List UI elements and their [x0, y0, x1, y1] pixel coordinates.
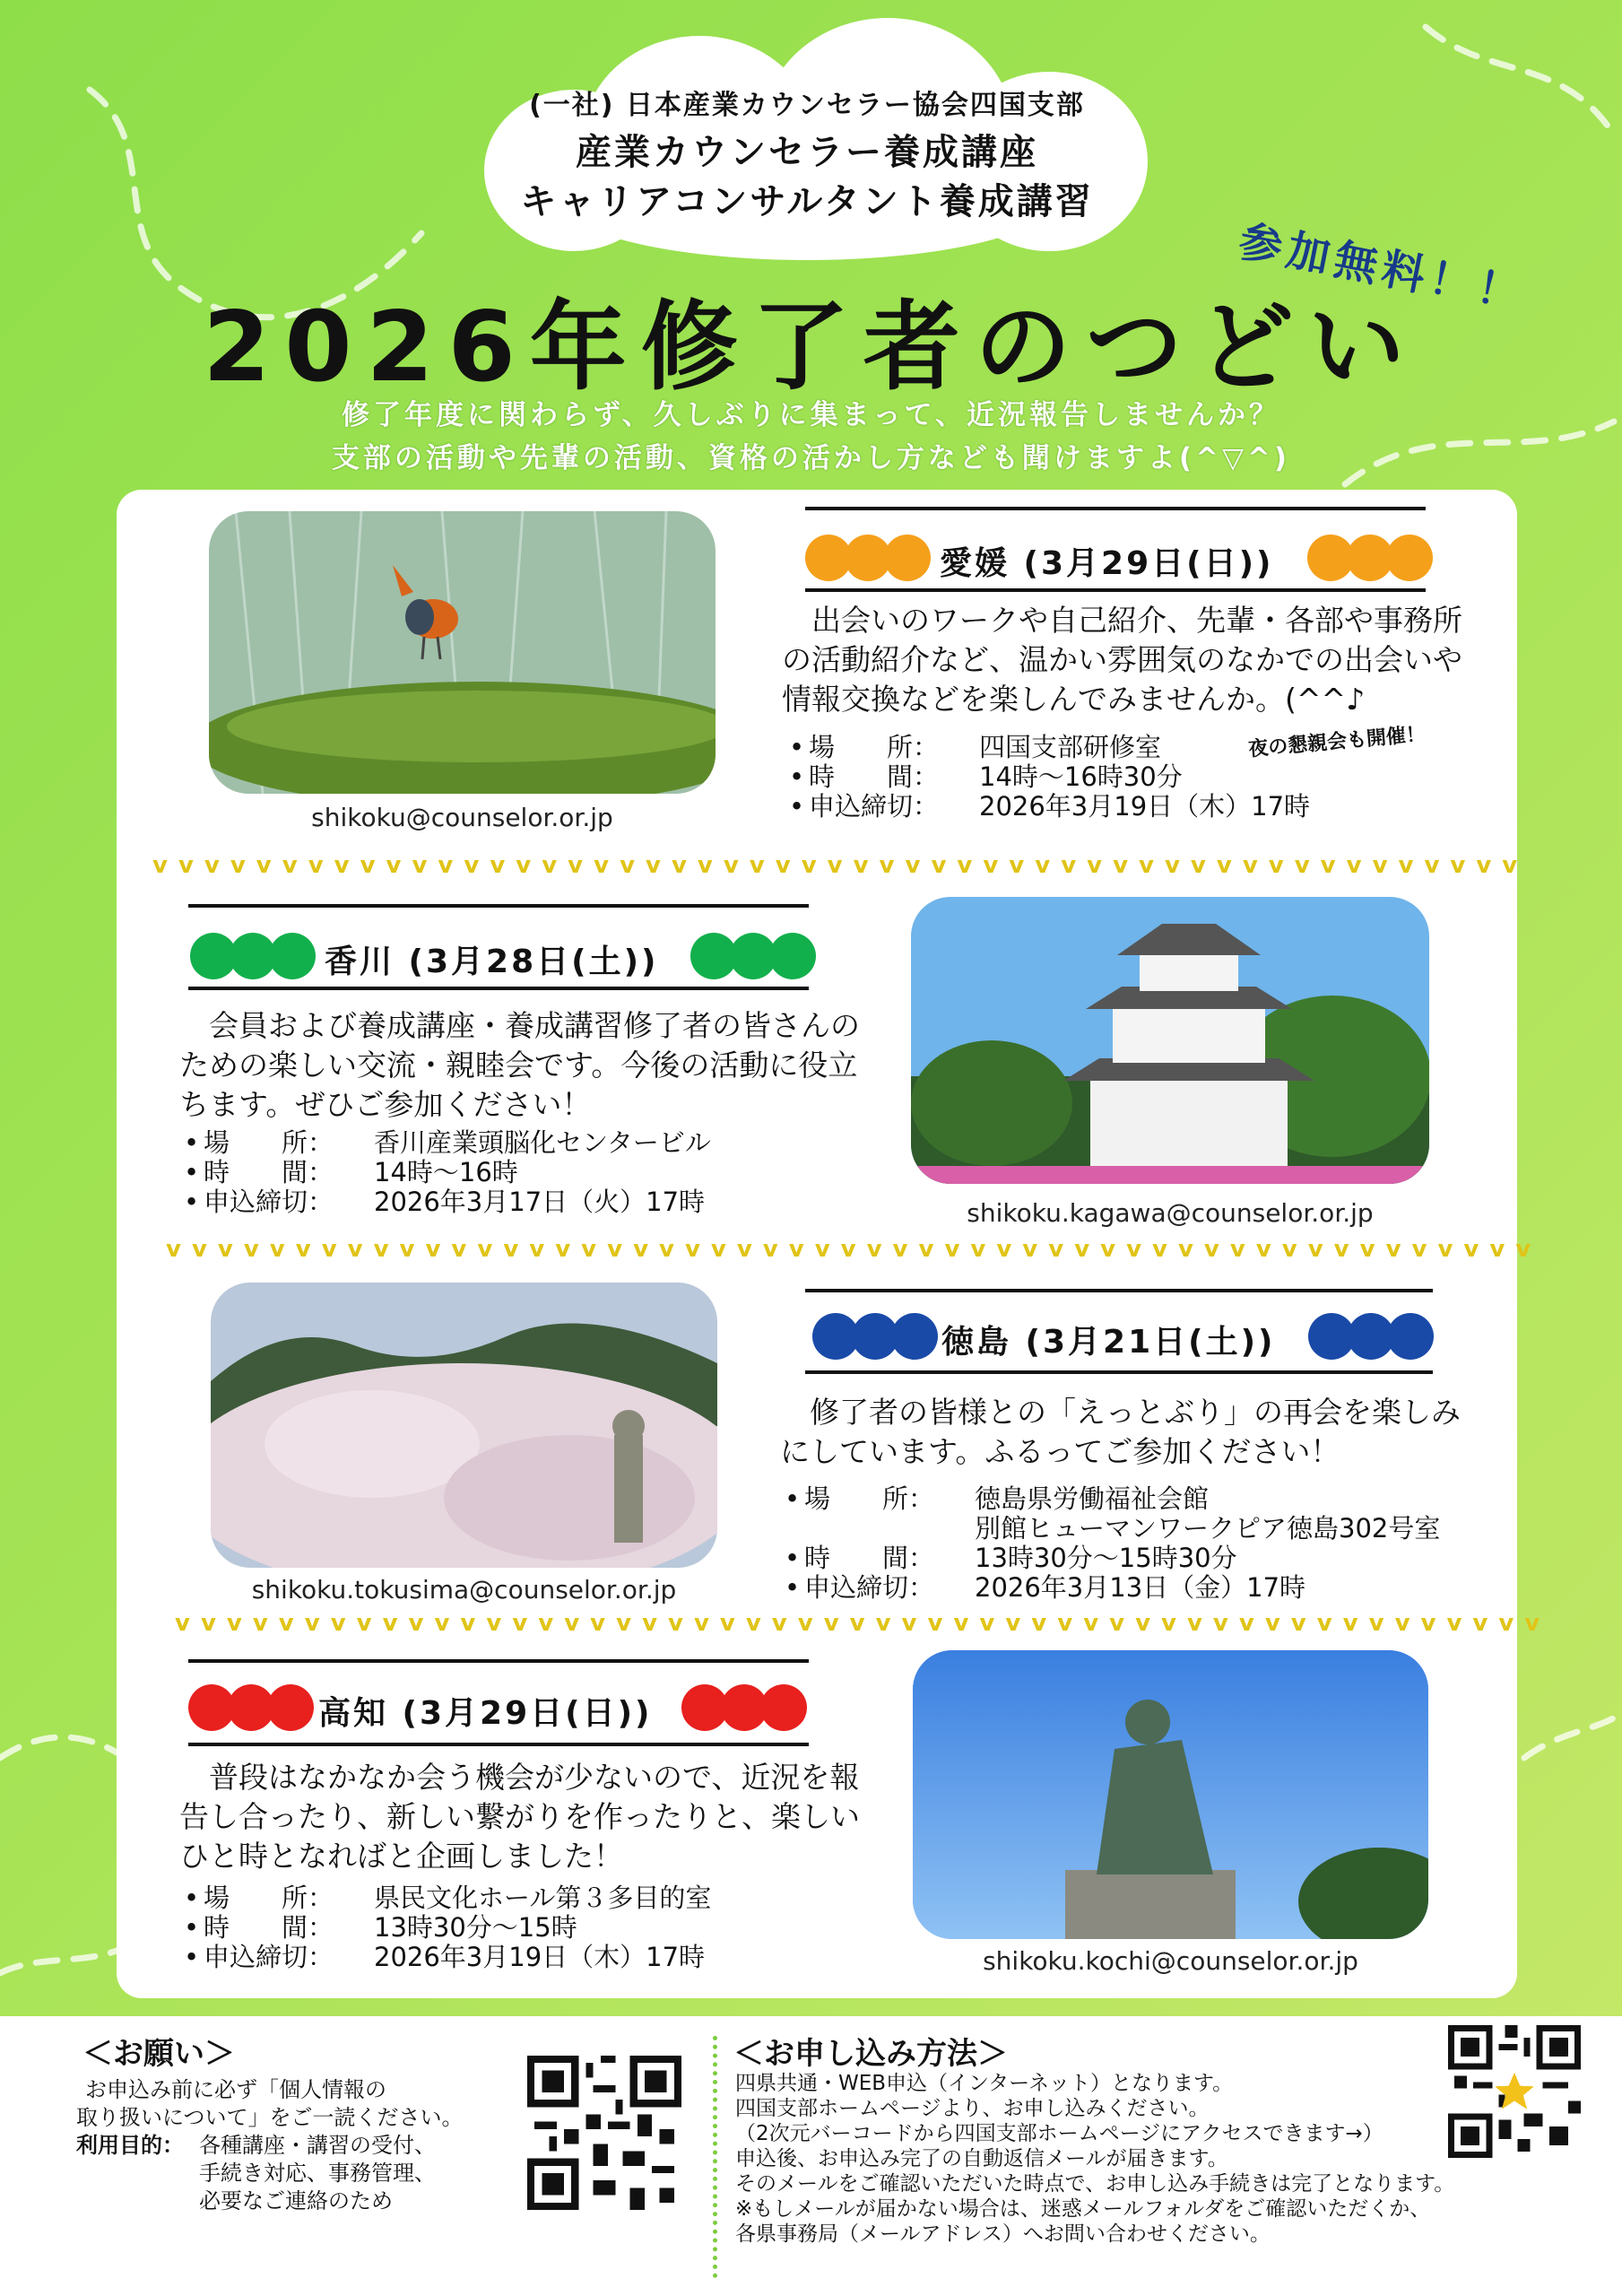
purpose-1: 各種講座・講習の受付、: [199, 2133, 436, 2158]
plum-blossom-icon: [211, 1283, 717, 1568]
divider: [188, 1743, 809, 1746]
deadline-label: 申込締切：: [804, 1572, 935, 1603]
request-line-1: お申込み前に必ず「個人情報の: [85, 2077, 386, 2102]
chevron-divider: vvvvvvvvvvvvvvvvvvvvvvvvvvvvvvvvvvvvvvvvvvvvvvvvvvvvv: [152, 852, 1529, 879]
course-name-2: キャリアコンサルタント養成講習: [520, 181, 1094, 222]
kochi-time: 13時30分～15時: [374, 1912, 577, 1943]
blue-dot: [891, 1313, 938, 1360]
tokushima-place: 徳島県労働福祉会館: [975, 1483, 1210, 1514]
apply-line-4: 申込後、お申込み完了の自動返信メールが届きます。: [735, 2147, 1228, 2170]
page-title: 2026年修了者のつどい: [203, 291, 1419, 404]
divider: [188, 987, 809, 990]
orange-dot: [884, 535, 931, 581]
ehime-title: 愛媛 (3月29日(日)): [940, 545, 1274, 582]
time-label: 時 間：: [204, 1912, 334, 1943]
red-dot: [267, 1684, 314, 1731]
apply-line-5: そのメールをご確認いただいた時点で、お申し込み手続きは完了となります。: [735, 2172, 1455, 2196]
ehime-heading: [805, 535, 1426, 585]
apply-heading: ＜お申し込み方法＞: [733, 2036, 1008, 2072]
party-note: 夜の懇親会も開催！: [1242, 717, 1432, 764]
kochi-deadline: 2026年3月19日（木）17時: [374, 1942, 706, 1972]
tokushima-info: • 場 所： 徳島県労働福祉会館 別館ヒューマンワークピア徳島302号室 • 時 間： 13時30分～15時30分 • 申込締切： 2026年3月13日（金）17時: [785, 1483, 1441, 1603]
apply-line-1: 四県共通・WEB申込（インターネット）となります。: [735, 2072, 1234, 2095]
divider: [805, 588, 1426, 592]
ehime-place: 四国支部研修室: [979, 732, 1162, 762]
time-label: 時 間：: [804, 1543, 935, 1573]
deadline-label: 申込締切：: [809, 791, 940, 822]
tokushima-title: 徳島 (3月21日(土)): [941, 1324, 1276, 1361]
request-heading: ＜お願い＞: [82, 2036, 235, 2072]
green-dot: [769, 933, 816, 979]
time-label: 時 間：: [809, 761, 940, 792]
privacy-qr-code[interactable]: [527, 2056, 681, 2210]
divider: [188, 1659, 809, 1663]
tokushima-deadline: 2026年3月13日（金）17時: [975, 1572, 1306, 1603]
kochi-description: 普段はなかなか会う機会が少ないので、近況を報告し合ったり、新しい繋がりを作ったりと、楽しいひと時となればと企画しました！: [179, 1760, 860, 1874]
green-dot: [269, 933, 316, 979]
tokushima-heading: [812, 1313, 1440, 1363]
red-dot: [760, 1684, 807, 1731]
castle-icon: [911, 897, 1429, 1184]
ehime-time: 14時～16時30分: [979, 761, 1183, 792]
purpose-3: 必要なご連絡のため: [199, 2188, 393, 2213]
org-name: (一社) 日本産業カウンセラー協会四国支部: [529, 90, 1085, 121]
branch-homepage-qr-code[interactable]: [1448, 2025, 1581, 2158]
time-label: 時 間：: [204, 1157, 334, 1187]
free-badge: 参加無料！！: [1235, 215, 1530, 321]
tokushima-photo: [211, 1283, 717, 1568]
ehime-email[interactable]: shikoku@counselor.or.jp: [311, 803, 613, 832]
kochi-photo: [913, 1650, 1428, 1939]
request-line-2: 取り扱いについて」をご一読ください。: [76, 2105, 464, 2130]
place-label: 場 所：: [204, 1127, 334, 1158]
deadline-label: 申込締切：: [204, 1187, 334, 1217]
tokushima-place-2: 別館ヒューマンワークピア徳島302号室: [975, 1513, 1441, 1544]
tokushima-description: 修了者の皆様との「えっとぶり」の再会を楽しみにしています。ふるってご参加ください！: [780, 1395, 1461, 1469]
course-name-1: 産業カウンセラー養成講座: [576, 132, 1038, 173]
apply-line-6: ※もしメールが届かない場合は、迷惑メールフォルダをご確認いただくか、: [735, 2197, 1431, 2221]
place-label: 場 所：: [804, 1483, 935, 1514]
kagawa-email[interactable]: shikoku.kagawa@counselor.or.jp: [967, 1198, 1374, 1228]
kagawa-info: • 場 所： 香川産業頭脳化センタービル • 時 間： 14時～16時 • 申込締切： 2026年3月17日（火）17時: [184, 1127, 711, 1217]
divider: [805, 1289, 1433, 1292]
chevron-divider: vvvvvvvvvvvvvvvvvvvvvvvvvvvvvvvvvvvvvvvvvvvvvvvvvvvvv: [166, 1236, 1542, 1263]
divider: [805, 507, 1426, 510]
orange-dot: [1386, 535, 1433, 581]
kochi-heading: [188, 1684, 816, 1735]
qr-code-icon: [1448, 2025, 1581, 2158]
place-label: 場 所：: [204, 1883, 334, 1913]
deadline-label: 申込締切：: [204, 1942, 334, 1972]
ehime-deadline: 2026年3月19日（木）17時: [979, 791, 1311, 822]
purpose-label: 利用目的：: [76, 2133, 184, 2158]
purpose-2: 手続き対応、事務管理、: [199, 2161, 436, 2186]
kochi-title: 高知 (3月29日(日)): [318, 1695, 653, 1732]
place-label: 場 所：: [809, 732, 940, 762]
kagawa-title: 香川 (3月28日(土)): [325, 944, 659, 980]
kochi-place: 県民文化ホール第３多目的室: [374, 1883, 712, 1913]
apply-line-3: （2次元バーコードから四国支部ホームページにアクセスできます→）: [735, 2122, 1383, 2145]
kagawa-description: 会員および養成講座・養成講習修了者の皆さんのための楽しい交流・親睦会です。今後の活動に役立ちます。ぜひご参加ください！: [179, 1008, 860, 1122]
blue-dot: [1387, 1313, 1434, 1360]
apply-line-2: 四国支部ホームページより、お申し込みください。: [735, 2097, 1210, 2120]
kagawa-photo: [911, 897, 1429, 1184]
ehime-photo: [209, 511, 716, 794]
tokushima-email[interactable]: shikoku.tokusima@counselor.or.jp: [251, 1575, 677, 1605]
ehime-description: 出会いのワークや自己紹介、先輩・各部や事務所の活動紹介など、温かい雰囲気のなかでの出会いや情報交換などを楽しんでみませんか。(^^♪: [782, 603, 1462, 717]
robin-bird-icon: [209, 511, 716, 794]
kochi-info: • 場 所： 県民文化ホール第３多目的室 • 時 間： 13時30分～15時 • 申込締切： 2026年3月19日（木）17時: [184, 1883, 712, 1972]
kagawa-deadline: 2026年3月17日（火）17時: [374, 1187, 706, 1217]
kochi-email[interactable]: shikoku.kochi@counselor.or.jp: [983, 1946, 1358, 1976]
chevron-divider: vvvvvvvvvvvvvvvvvvvvvvvvvvvvvvvvvvvvvvvvvvvvvvvvvvvvv: [175, 1610, 1551, 1637]
subtitle-2: 支部の活動や先輩の活動、資格の活かし方なども聞けますよ(^▽^): [331, 442, 1291, 474]
subtitle-1: 修了年度に関わらず、久しぶりに集まって、近況報告しませんか？: [342, 399, 1280, 431]
kagawa-place: 香川産業頭脳化センタービル: [374, 1127, 711, 1158]
divider: [805, 1370, 1433, 1374]
apply-line-7: 各県事務局（メールアドレス）へお問い合わせください。: [735, 2222, 1271, 2246]
divider: [188, 904, 809, 908]
qr-code-icon: [527, 2056, 681, 2210]
statue-icon: [913, 1650, 1428, 1939]
ehime-info: • 場 所： 四国支部研修室 • 時 間： 14時～16時30分 • 申込締切： 2026年3月19日（木）17時: [789, 732, 1311, 822]
kagawa-time: 14時～16時: [374, 1157, 518, 1187]
kagawa-heading: [190, 933, 818, 983]
tokushima-time: 13時30分～15時30分: [975, 1543, 1237, 1573]
footer-separator: [713, 2036, 717, 2278]
